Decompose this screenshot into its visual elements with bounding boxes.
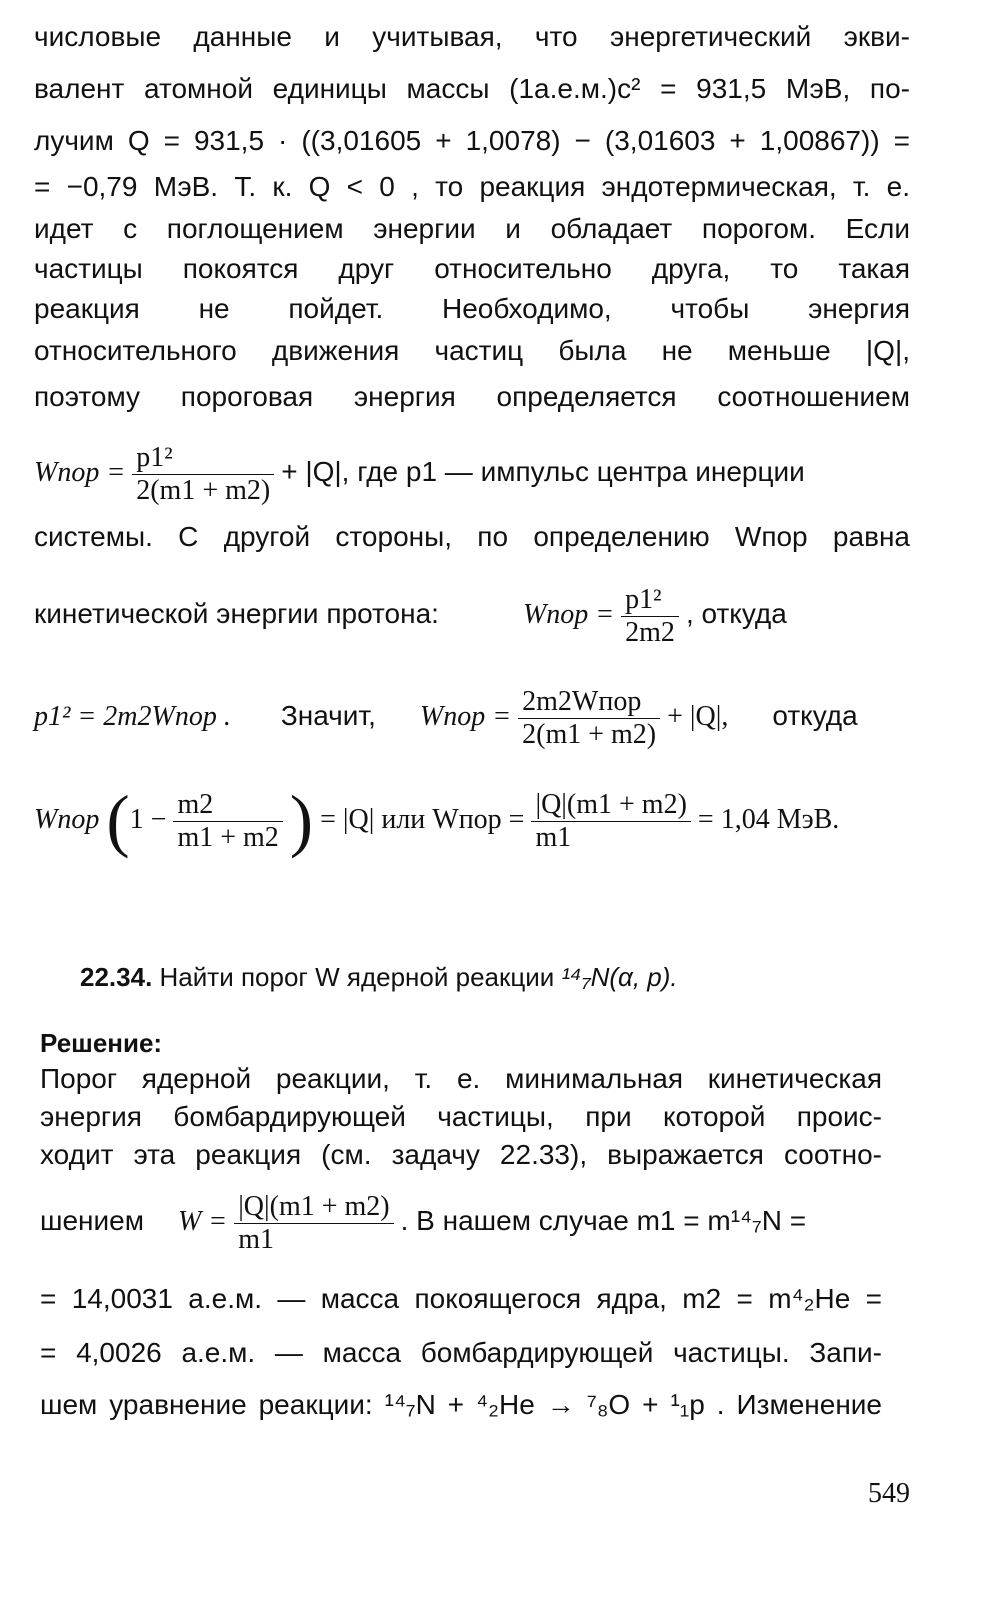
- solution-line-3: ходит эта реакция (см. задачу 22.33), выражается соотно-: [40, 1139, 882, 1170]
- solution-line-2: энергия бомбардирующей частицы, при которой проис-: [40, 1101, 882, 1132]
- formula-result-value: = 1,04 МэВ.: [697, 804, 840, 835]
- fraction-numerator: m2: [173, 789, 282, 822]
- problem-number: 22.34.: [80, 962, 153, 992]
- formula-kinetic-energy: [34, 574, 910, 654]
- fraction-denominator: 2m2: [625, 617, 675, 649]
- formula-tail: + |Q|,: [667, 701, 729, 732]
- text-line-3: лучим Q = 931,5 · ((3,01605 + 1,0078) − (3,01603 + 1,00867)) =: [34, 125, 910, 156]
- page-number: 549: [868, 1478, 910, 1509]
- fraction-denominator: 2(m1 + m2): [136, 475, 271, 507]
- problem-reaction: ¹⁴₇N(α, p).: [561, 962, 678, 992]
- formula-part-b: Значит,: [280, 700, 376, 731]
- formula-tail: , откуда: [685, 598, 787, 629]
- formula-fraction: [234, 1191, 393, 1256]
- text-line-9: поэтому пороговая энергия определяется соотношением: [34, 381, 910, 412]
- text-line-8: относительного движения частиц была не меньше |Q|,: [34, 335, 910, 366]
- fraction-denominator: 2(m1 + m2): [522, 719, 657, 751]
- fraction-denominator: m1: [535, 822, 572, 854]
- formula-tail: . В нашем случае m1 = m¹⁴₇N =: [400, 1205, 807, 1236]
- formula-lhs: Wпор =: [419, 701, 512, 732]
- formula-result: Wпор (1 − $\frac{m2}{m1 + m2}$ ) = |Q| или Wпор = $\frac{|Q|(m1 + m2)}{m1}$ = 1,04 МэВ.: [34, 782, 840, 860]
- formula-threshold-general: [40, 1180, 882, 1262]
- solution-heading: Решение:: [40, 1028, 163, 1058]
- text-line-m1: = 14,0031 а.е.м. — масса покоящегося ядра, m2 = m⁴₂He =: [40, 1283, 882, 1314]
- fraction-numerator: p1²: [132, 442, 274, 475]
- text-line-6: частицы покоятся друг относительно друга, то такая: [34, 253, 910, 284]
- formula-fraction: [621, 584, 679, 649]
- formula-text: кинетической энергии протона:: [34, 598, 439, 629]
- formula-inner-fraction: [173, 789, 282, 854]
- text-line-reaction-equation: шем уравнение реакции: ¹⁴₇N + ⁴₂He → ⁷₈O + ¹₁p . Изменение: [40, 1389, 882, 1420]
- fraction-denominator: m1 + m2: [177, 822, 279, 854]
- formula-fraction: [132, 442, 274, 507]
- problem-statement: [80, 960, 880, 994]
- formula-part-a: p1² = 2m2Wпор .: [34, 701, 231, 732]
- problem-text: Найти порог W ядерной реакции: [159, 962, 555, 992]
- formula-tail: + |Q|, где p1 — импульс центра инерции: [281, 456, 805, 487]
- formula-fraction: [531, 789, 690, 854]
- formula-text: шением: [40, 1205, 144, 1236]
- formula-threshold-energy: [34, 432, 910, 512]
- fraction-denominator: m1: [238, 1224, 274, 1256]
- fraction-numerator: |Q|(m1 + m2): [234, 1191, 393, 1224]
- formula-part-c: откуда: [772, 700, 858, 731]
- formula-mid: = |Q| или Wпор =: [320, 804, 525, 835]
- text-line-7: реакция не пойдет. Необходимо, чтобы энергия: [34, 293, 910, 324]
- formula-lhs: Wпор =: [34, 457, 126, 488]
- fraction-numerator: 2m2Wпор: [518, 686, 660, 719]
- formula-lhs: Wпор =: [522, 599, 615, 630]
- text-line-1: числовые данные и учитывая, что энергетический экви-: [34, 21, 910, 52]
- text-line-2: валент атомной единицы массы (1а.е.м.)c² = 931,5 МэВ, по-: [34, 73, 910, 104]
- text-line-m2: = 4,0026 а.е.м. — масса бомбардирующей частицы. Запи-: [40, 1337, 882, 1368]
- formula-fraction: [518, 686, 660, 751]
- formula-lhs: Wпор: [34, 804, 100, 835]
- formula-lhs: W =: [177, 1206, 228, 1237]
- text-line-5: идет с поглощением энергии и обладает порогом. Если: [34, 213, 910, 244]
- text-line-4: = −0,79 МэВ. Т. к. Q < 0 , то реакция эндотермическая, т. е.: [34, 171, 910, 202]
- fraction-numerator: |Q|(m1 + m2): [531, 789, 690, 822]
- solution-line-1: Порог ядерной реакции, т. е. минимальная кинетическая: [40, 1063, 882, 1094]
- text-line-system: системы. С другой стороны, по определению Wпор равна: [34, 521, 910, 552]
- fraction-numerator: p1²: [621, 584, 679, 617]
- formula-momentum: [34, 676, 910, 756]
